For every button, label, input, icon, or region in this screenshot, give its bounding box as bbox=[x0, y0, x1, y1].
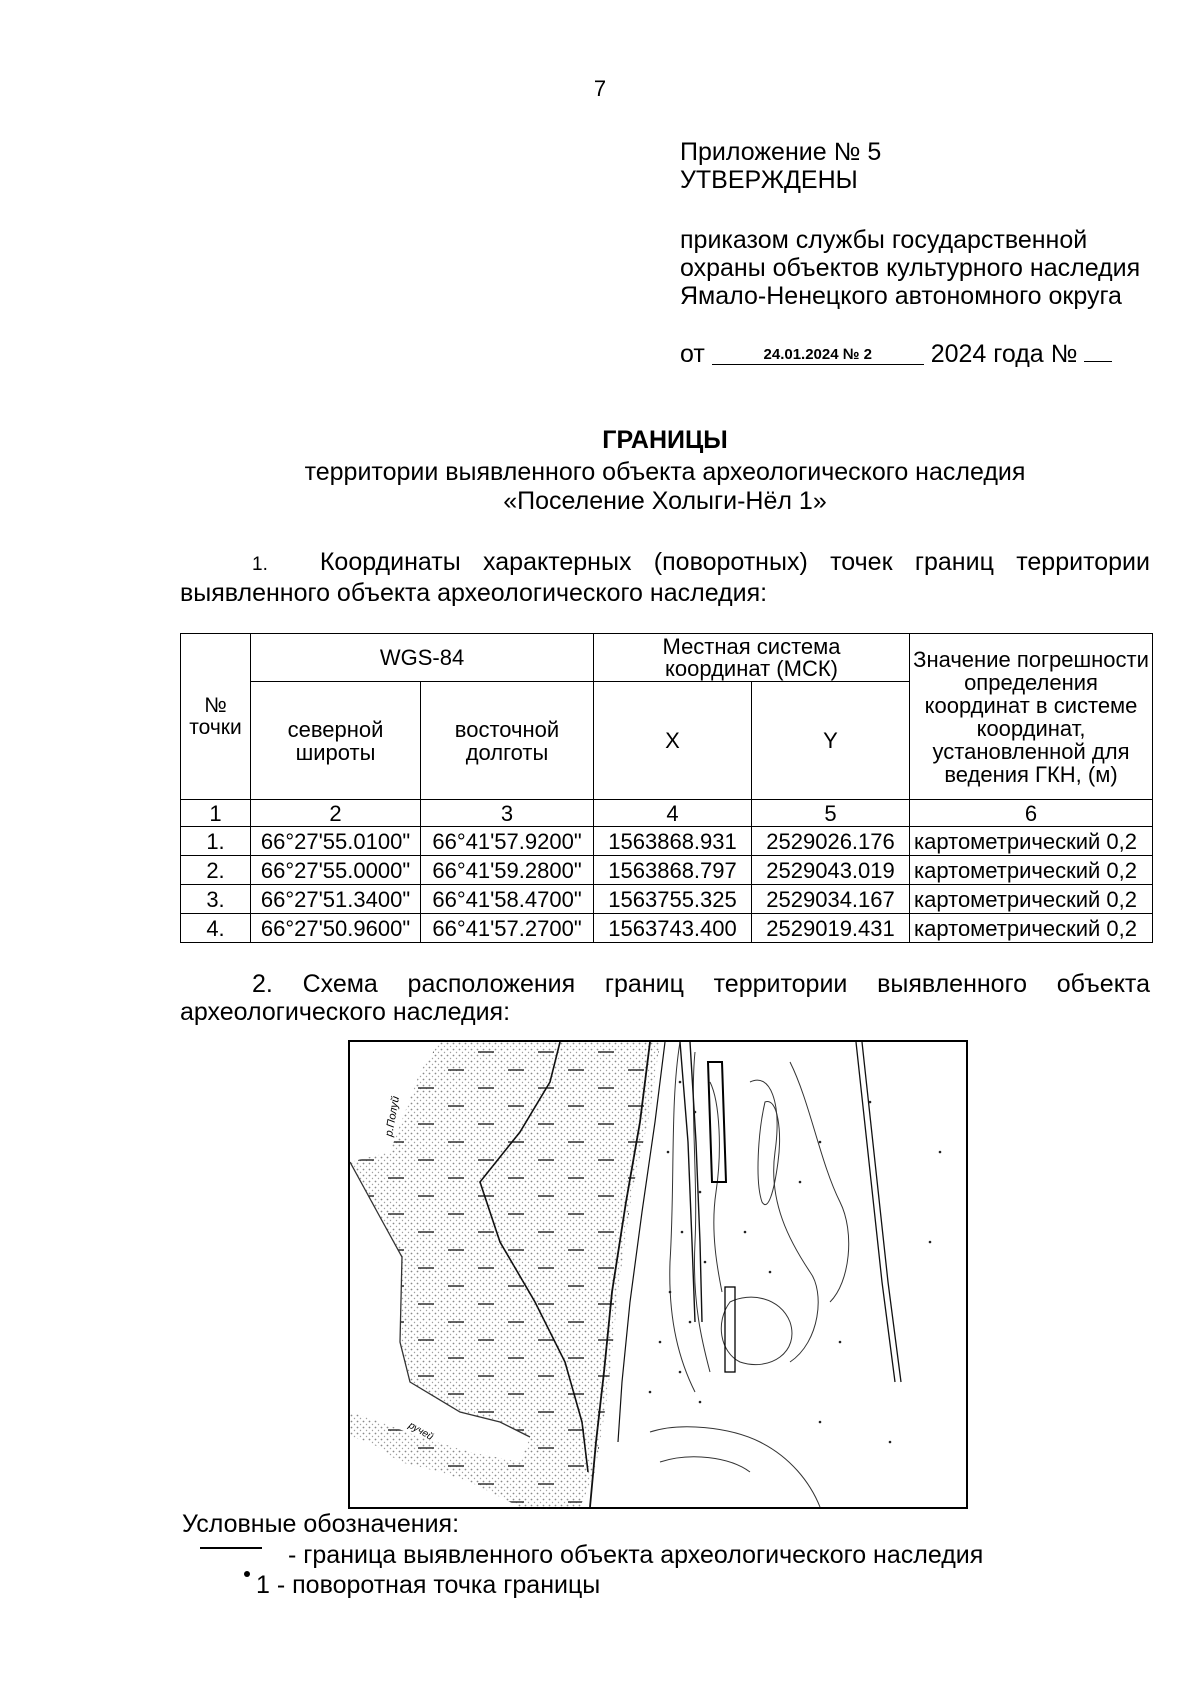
approved-label: УТВЕРЖДЕНЫ bbox=[680, 166, 858, 194]
table-cell: 1. bbox=[181, 827, 251, 856]
legend-item-boundary bbox=[200, 1541, 983, 1570]
table-cell: картометрический 0,2 bbox=[910, 856, 1153, 885]
header-msk: Местная система координат (МСК) bbox=[594, 634, 910, 682]
section-1-text: Координаты характерных (поворотных) точек границ территории выявленного объекта археологического наследия: bbox=[180, 548, 1150, 607]
table-cell: картометрический 0,2 bbox=[910, 827, 1153, 856]
subtitle-line-2: «Поселение Холыги-Нёл 1» bbox=[503, 487, 827, 515]
table-row bbox=[181, 827, 1153, 856]
table-cell: 66°41'57.2700" bbox=[421, 914, 594, 943]
header-point-no: № точки bbox=[181, 634, 251, 800]
table-cell: 66°27'50.9600" bbox=[251, 914, 421, 943]
order-description: приказом службы государственной охраны объектов культурного наследия Ямало-Ненецкого автономного округа bbox=[680, 226, 1141, 310]
legend-boundary-text: - граница выявленного объекта археологического наследия bbox=[288, 1541, 984, 1569]
table-cell: 1563755.325 bbox=[594, 885, 752, 914]
table-cell: 66°27'55.0000" bbox=[251, 856, 421, 885]
from-label: от bbox=[680, 340, 705, 368]
point-dot-icon bbox=[244, 1571, 250, 1577]
section-1-number: 1. bbox=[252, 554, 268, 575]
section-2-paragraph bbox=[180, 970, 1150, 1026]
header-y: Y bbox=[752, 682, 910, 800]
index-cell: 4 bbox=[594, 800, 752, 827]
page-number: 7 bbox=[593, 76, 607, 101]
table-cell: 2529026.176 bbox=[752, 827, 910, 856]
boundary-line-symbol bbox=[200, 1547, 262, 1549]
table-cell: 66°27'55.0100" bbox=[251, 827, 421, 856]
header-wgs84: WGS-84 bbox=[251, 634, 594, 682]
order-date-number: 24.01.2024 № 2 bbox=[712, 346, 924, 365]
river-label: р.Полуй bbox=[383, 1095, 403, 1138]
boundary-scheme-map bbox=[348, 1040, 968, 1509]
blank-number bbox=[1084, 343, 1112, 362]
appendix-title: Приложение № 5 bbox=[680, 138, 882, 166]
index-cell: 6 bbox=[910, 800, 1153, 827]
table-cell: 66°41'58.4700" bbox=[421, 885, 594, 914]
year-label: 2024 года № bbox=[930, 340, 1078, 368]
index-cell: 2 bbox=[251, 800, 421, 827]
table-row bbox=[181, 856, 1153, 885]
table-cell: 4. bbox=[181, 914, 251, 943]
legend-point-mark: 1 bbox=[256, 1571, 270, 1599]
table-cell: 2529034.167 bbox=[752, 885, 910, 914]
section-2-text: 2. Схема расположения границ территории выявленного объекта археологического наследия: bbox=[180, 970, 1150, 1026]
header-east-longitude: восточной долготы bbox=[421, 682, 594, 800]
order-date-line bbox=[680, 340, 1112, 368]
header-x: X bbox=[594, 682, 752, 800]
legend-point-text: - поворотная точка границы bbox=[276, 1571, 601, 1599]
table-cell: 2529043.019 bbox=[752, 856, 910, 885]
coordinates-table bbox=[180, 633, 1153, 943]
table-cell: 1563868.931 bbox=[594, 827, 752, 856]
map-drawing bbox=[350, 1042, 966, 1507]
table-cell: 66°27'51.3400" bbox=[251, 885, 421, 914]
table-cell: 2529019.431 bbox=[752, 914, 910, 943]
index-cell: 3 bbox=[421, 800, 594, 827]
table-row bbox=[181, 885, 1153, 914]
table-cell: картометрический 0,2 bbox=[910, 885, 1153, 914]
table-cell: 1563868.797 bbox=[594, 856, 752, 885]
index-cell: 5 bbox=[752, 800, 910, 827]
section-1-paragraph bbox=[180, 548, 1150, 607]
table-cell: 3. bbox=[181, 885, 251, 914]
legend-item-point bbox=[200, 1571, 600, 1600]
table-cell: 1563743.400 bbox=[594, 914, 752, 943]
header-north-latitude: северной широты bbox=[251, 682, 421, 800]
table-cell: 66°41'59.2800" bbox=[421, 856, 594, 885]
subtitle-line-1: территории выявленного объекта археологического наследия bbox=[304, 458, 1026, 486]
table-cell: картометрический 0,2 bbox=[910, 914, 1153, 943]
header-error: Значение погрешности определения координат в системе координат, установленной для ведения ГКН, (м) bbox=[910, 634, 1153, 800]
table-cell: 2. bbox=[181, 856, 251, 885]
legend-title: Условные обозначения: bbox=[182, 1510, 460, 1538]
document-title: ГРАНИЦЫ bbox=[602, 426, 728, 454]
document-subtitle bbox=[180, 458, 1150, 516]
site-boundary bbox=[708, 1062, 726, 1182]
table-cell: 66°41'57.9200" bbox=[421, 827, 594, 856]
index-cell: 1 bbox=[181, 800, 251, 827]
stream-label: ручей bbox=[406, 1420, 435, 1443]
table-row bbox=[181, 914, 1153, 943]
